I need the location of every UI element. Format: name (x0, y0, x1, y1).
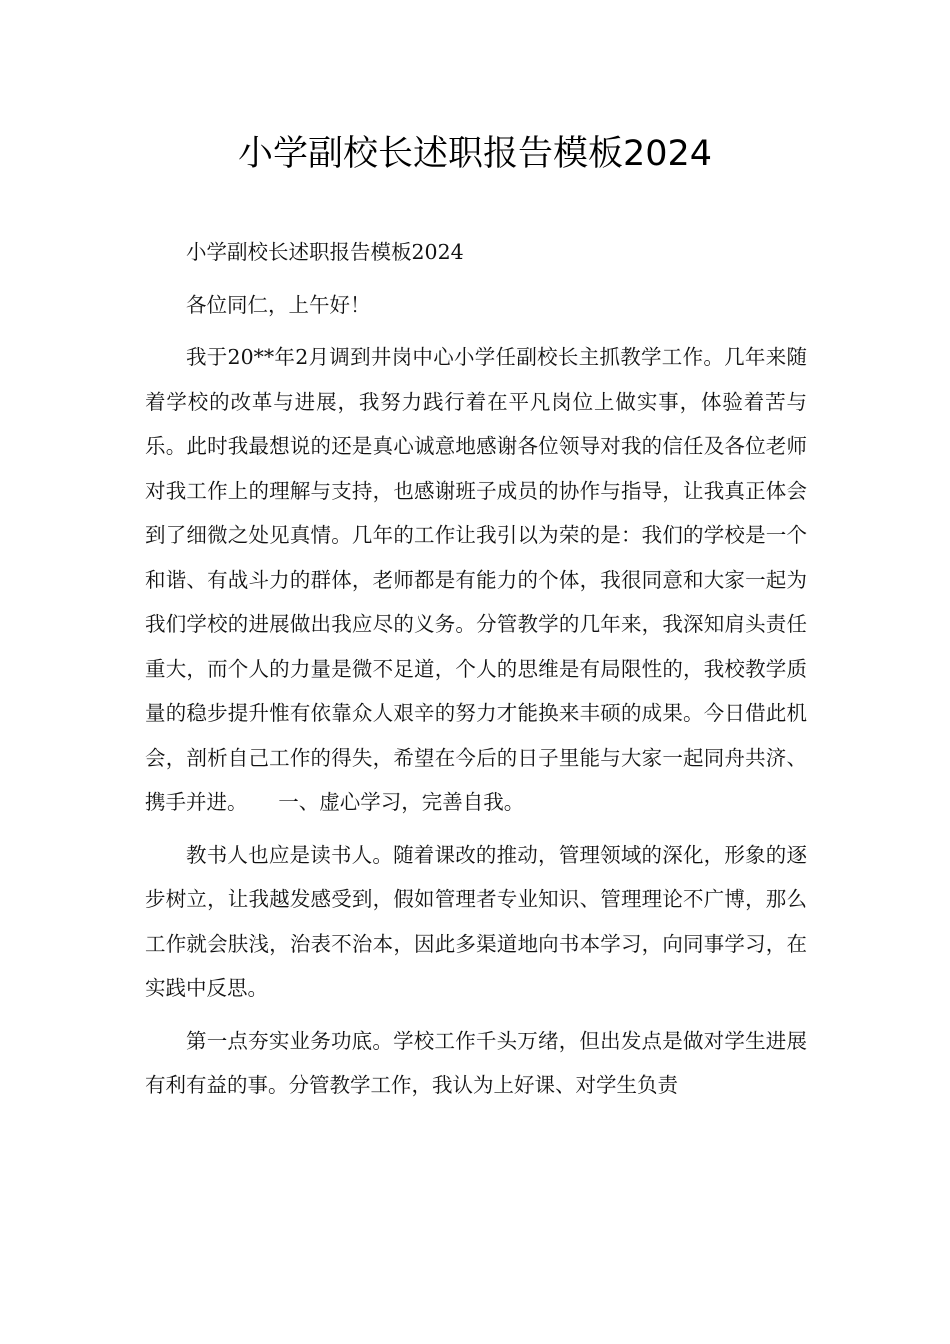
paragraph-introduction: 我于20**年2月调到井岗中心小学任副校长主抓教学工作。几年来随着学校的改革与进展，我努力践行着在平凡岗位上做实事，体验着苦与乐。此时我最想说的还是真心诚意地感谢各位领导对我的信任及各位老师对我工作上的理解与支持，也感谢班子成员的协作与指导，让我真正体会到了细微之处见真情。几年的工作让我引以为荣的是：我们的学校是一个和谐、有战斗力的群体，老师都是有能力的个体，我很同意和大家一起为我们学校的进展做出我应尽的义务。分管教学的几年来，我深知肩头责任重大，而个人的力量是微不足道，个人的思维是有局限性的，我校教学质量的稳步提升惟有依靠众人艰辛的努力才能换来丰硕的成果。今日借此机会，剖析自己工作的得失，希望在今后的日子里能与大家一起同舟共济、携手并进。 一、虚心学习，完善自我。 (145, 345, 807, 814)
paragraph-subtitle: 小学副校长述职报告模板2024 (186, 240, 464, 264)
paragraph-greeting: 各位同仁，上午好！ (186, 292, 371, 317)
document-body (145, 230, 807, 1116)
document-title: 小学副校长述职报告模板2024 (237, 134, 713, 174)
paragraph-first-point: 第一点夯实业务功底。学校工作千头万绪，但出发点是做对学生进展有利有益的事。分管教学工作，我认为上好课、对学生负责 (145, 1028, 807, 1097)
paragraph-learning: 教书人也应是读书人。随着课改的推动，管理领域的深化，形象的逐步树立，让我越发感受到，假如管理者专业知识、管理理论不广博，那么工作就会肤浅，治表不治本，因此多渠道地向书本学习，向同事学习，在实践中反思。 (145, 842, 807, 1000)
